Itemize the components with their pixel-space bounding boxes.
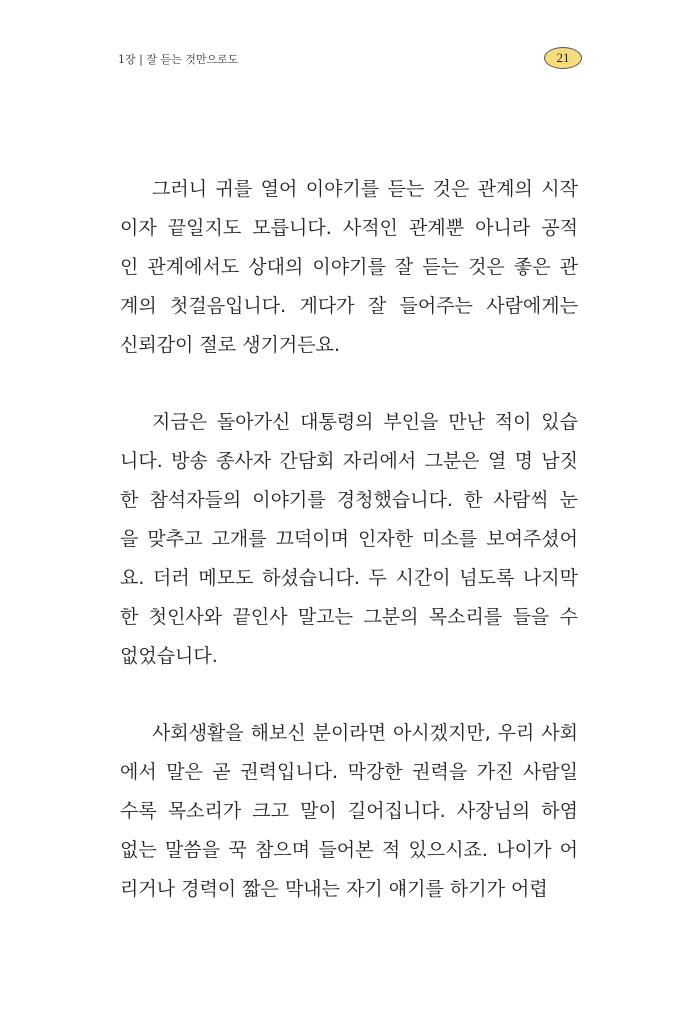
text-line: 요. 더러 메모도 하셨습니다. 두 시간이 넘도록 나지막 — [120, 567, 578, 589]
text-line: 한 참석자들의 이야기를 경청했습니다. 한 사람씩 눈 — [120, 489, 578, 511]
text-line: 지금은 돌아가신 대통령의 부인을 만난 적이 있습 — [152, 411, 578, 433]
text-line: 리거나 경력이 짧은 막내는 자기 얘기를 하기가 어렵 — [120, 878, 548, 900]
running-header: 1장 | 잘 듣는 것만으로도 — [118, 53, 239, 66]
text-line: 이자 끝일지도 모릅니다. 사적인 관계뿐 아니라 공적 — [120, 217, 578, 239]
paragraph — [120, 714, 578, 909]
text-line: 한 첫인사와 끝인사 말고는 그분의 목소리를 들을 수 — [120, 606, 578, 628]
text-line: 없었습니다. — [120, 645, 218, 667]
text-line: 사회생활을 해보신 분이라면 아시겠지만, 우리 사회 — [152, 722, 578, 744]
page-number-badge: 21 — [544, 47, 582, 69]
text-line: 을 맞추고 고개를 끄덕이며 인자한 미소를 보여주셨어 — [120, 528, 578, 550]
text-line: 없는 말씀을 꾹 참으며 들어본 적 있으시죠. 나이가 어 — [120, 839, 578, 861]
paragraph — [120, 170, 578, 365]
text-line: 신뢰감이 절로 생기거든요. — [120, 334, 341, 356]
text-line: 수록 목소리가 크고 말이 길어집니다. 사장님의 하염 — [120, 800, 578, 822]
text-line: 인 관계에서도 상대의 이야기를 잘 듣는 것은 좋은 관 — [120, 256, 578, 278]
text-line: 에서 말은 곧 권력입니다. 막강한 권력을 가진 사람일 — [120, 761, 578, 783]
paragraph — [120, 403, 578, 676]
text-line: 니다. 방송 종사자 간담회 자리에서 그분은 열 명 남짓 — [120, 450, 578, 472]
text-line: 그러니 귀를 열어 이야기를 듣는 것은 관계의 시작 — [152, 178, 578, 200]
body-text — [120, 170, 578, 947]
text-line: 계의 첫걸음입니다. 게다가 잘 들어주는 사람에게는 — [120, 295, 578, 317]
